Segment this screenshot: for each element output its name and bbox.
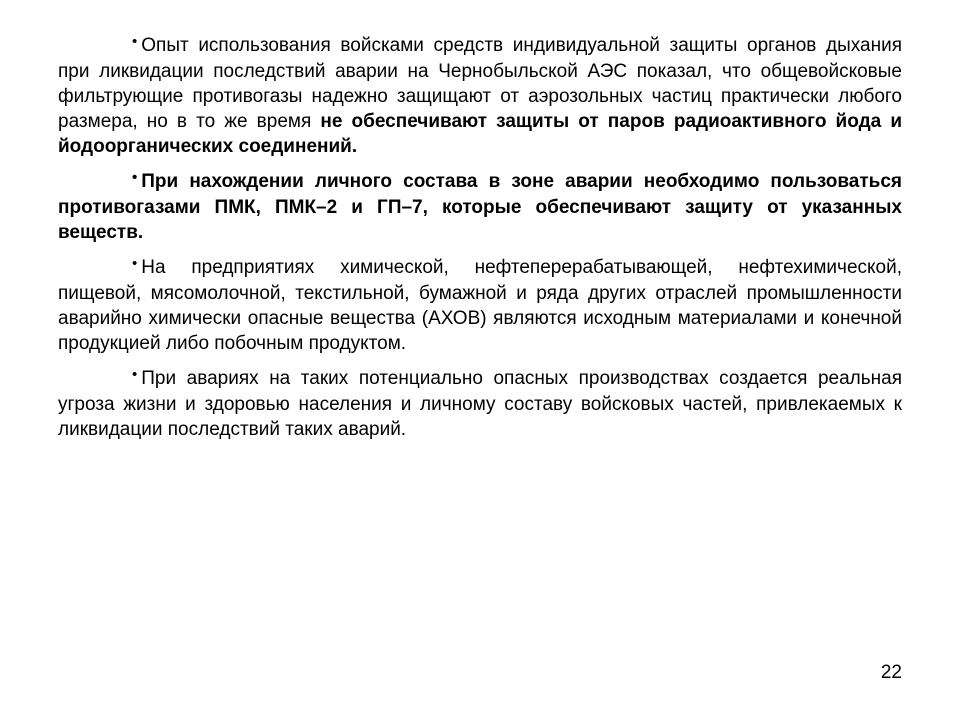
paragraph-gas-masks: [58, 169, 902, 245]
bullet-icon: •: [132, 169, 138, 186]
page-number: 22: [880, 662, 902, 683]
paragraph-emphasis: При нахождении личного состава в зоне аварии необходимо пользоваться противогазами ПМК, ПМК–2 и ГП–7, которые обеспечивают защиту от указанных веществ.: [58, 171, 902, 243]
paragraph-text: Опыт использования войсками средств индивидуальной защиты органов дыхания при ликвидации последствий аварии на Чернобыльской АЭС показал, что общевойсковые фильтрующие противогазы надежно защищают от аэрозольных частиц практически любого размера, но в то же время: [58, 35, 902, 132]
paragraph-text: При авариях на таких потенциально опасных производствах создается реальная угроза жизни и здоровью населения и личному составу войсковых частей, привлекаемых к ликвидации последствий таких аварий.: [58, 368, 902, 440]
paragraph-industries: [58, 255, 902, 356]
paragraph-text: На предприятиях химической, нефтеперерабатывающей, нефтехимической, пищевой, мясомолочной, текстильной, бумажной и ряда других отраслей промышленности аварийно химически опасные вещества (АХОВ) являются исходным материалами и конечной продукцией либо побочным продуктом.: [58, 257, 902, 354]
bullet-icon: •: [132, 33, 138, 50]
paragraph-accident-threat: [58, 366, 902, 442]
slide-body: [58, 33, 902, 452]
bullet-icon: •: [132, 366, 138, 383]
bullet-icon: •: [132, 255, 138, 272]
paragraph-emphasis: не обеспечивают защиты от паров радиоактивного йода и йодоорганических соединений.: [58, 111, 903, 157]
paragraph-chernobyl-experience: [58, 33, 902, 159]
